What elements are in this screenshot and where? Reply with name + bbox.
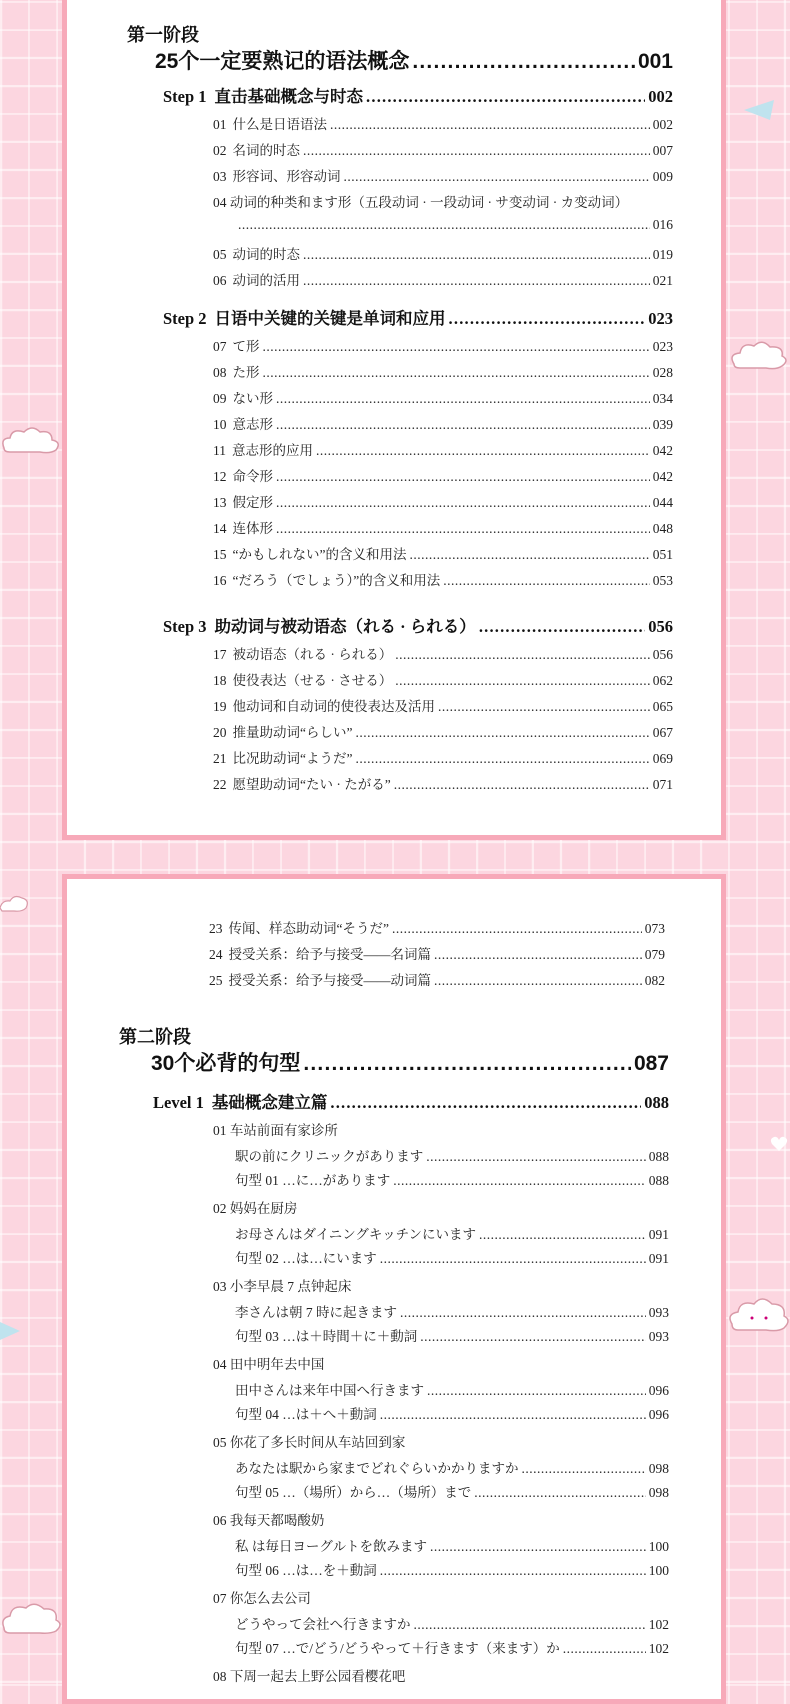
lesson-07-title[interactable] xyxy=(213,1587,311,1607)
item-title: 动词的时态 xyxy=(232,247,300,262)
item-title: 授受关系：给予与接受——动词篇 xyxy=(228,973,431,988)
dot-leader xyxy=(276,417,650,433)
toc-item-23[interactable] xyxy=(209,917,665,937)
lesson-number: 01 xyxy=(213,1123,227,1138)
stage1-title-entry[interactable] xyxy=(155,45,673,75)
step2-number: Step 2 xyxy=(163,309,207,328)
toc-item-13[interactable] xyxy=(213,491,673,511)
item-page: 023 xyxy=(652,339,673,354)
pattern-text: 句型 07 …で/どう/どうやって＋行きます（来ます）か xyxy=(235,1641,560,1656)
pattern-text: 句型 06 …は…を＋動詞 xyxy=(235,1563,377,1578)
lesson-title: 我每天都喝酸奶 xyxy=(229,1513,325,1528)
lesson-title: 你怎么去公司 xyxy=(229,1591,311,1606)
item-title: 授受关系：给予与接受——名词篇 xyxy=(228,947,431,962)
item-number: 01 xyxy=(213,117,227,132)
lesson-05-pattern[interactable] xyxy=(235,1481,669,1501)
dot-leader xyxy=(394,777,650,793)
heart-decoration-right xyxy=(770,1136,788,1152)
dot-leader xyxy=(316,443,650,459)
item-page: 042 xyxy=(652,443,673,458)
lesson-04-sentence[interactable] xyxy=(235,1379,669,1399)
item-title: “かもしれない”的含义和用法 xyxy=(232,547,407,562)
step3-entry[interactable] xyxy=(163,613,673,637)
cloud-decoration-right-1 xyxy=(728,338,788,372)
cloud-decoration-right-2 xyxy=(726,1294,790,1334)
sentence-text: あなたは駅から家までどれぐらいかかりますか xyxy=(235,1461,519,1476)
item-number: 03 xyxy=(213,169,227,184)
level1-number: Level 1 xyxy=(153,1093,204,1112)
dot-leader xyxy=(414,1617,646,1633)
item-title: 动词的种类和ます形（五段动词 · 一段动词 · サ变动词 · カ变动词） xyxy=(229,195,629,210)
stage1-page: 001 xyxy=(637,50,673,73)
lesson-number: 08 xyxy=(213,1669,227,1684)
item-title: 意志形 xyxy=(232,417,273,432)
item-page: 042 xyxy=(652,469,673,484)
item-title: て形 xyxy=(232,339,260,354)
item-page: 009 xyxy=(652,169,673,184)
lesson-02-sentence[interactable] xyxy=(235,1223,669,1243)
stage1-title: 25个一定要熟记的语法概念 xyxy=(155,50,410,73)
item-number: 07 xyxy=(213,339,227,354)
dot-leader xyxy=(303,273,650,289)
lesson-07-sentence[interactable] xyxy=(235,1613,669,1633)
toc-item-24[interactable] xyxy=(209,943,665,963)
dot-leader xyxy=(303,247,650,263)
level1-title: 基础概念建立篇 xyxy=(211,1093,328,1112)
dot-leader xyxy=(395,673,650,689)
lesson-01-pattern[interactable] xyxy=(235,1169,669,1189)
dot-leader xyxy=(479,617,645,637)
toc-item-08[interactable] xyxy=(213,361,673,381)
lesson-title: 田中明年去中国 xyxy=(229,1357,325,1372)
dot-leader xyxy=(426,1149,646,1165)
dot-leader xyxy=(276,495,650,511)
toc-item-09[interactable] xyxy=(213,387,673,407)
dot-leader xyxy=(479,1227,646,1243)
sentence-page: 098 xyxy=(648,1461,669,1476)
toc-item-25[interactable] xyxy=(209,969,665,989)
pattern-page: 088 xyxy=(648,1173,669,1188)
lesson-number: 02 xyxy=(213,1201,227,1216)
item-title: 传闻、样态助动词“そうだ” xyxy=(228,921,389,936)
item-number: 17 xyxy=(213,647,227,662)
sentence-text: 田中さんは来年中国へ行きます xyxy=(235,1383,424,1398)
item-number: 19 xyxy=(213,699,227,714)
stage2-page: 087 xyxy=(633,1052,669,1075)
dot-leader xyxy=(409,547,649,563)
dot-leader xyxy=(355,725,649,741)
lesson-03-pattern[interactable] xyxy=(235,1325,669,1345)
item-page: 028 xyxy=(652,365,673,380)
step1-number: Step 1 xyxy=(163,87,207,106)
dot-leader xyxy=(366,87,645,107)
sentence-page: 091 xyxy=(648,1227,669,1242)
item-title: 比况助动词“ようだ” xyxy=(232,751,353,766)
pattern-page: 098 xyxy=(648,1485,669,1500)
dot-leader xyxy=(522,1461,646,1477)
sentence-page: 093 xyxy=(648,1305,669,1320)
toc-item-11[interactable] xyxy=(213,439,673,459)
lesson-number: 04 xyxy=(213,1357,227,1372)
pattern-page: 091 xyxy=(648,1251,669,1266)
item-page: 079 xyxy=(644,947,665,962)
item-page: 016 xyxy=(652,217,673,232)
item-page: 039 xyxy=(652,417,673,432)
dot-leader xyxy=(303,1052,631,1076)
toc-item-04-page[interactable] xyxy=(235,217,673,233)
dot-leader xyxy=(276,391,650,407)
cloud-decoration-left-1 xyxy=(0,424,60,456)
lesson-06-pattern[interactable] xyxy=(235,1559,669,1579)
dot-leader xyxy=(355,751,649,767)
item-number: 09 xyxy=(213,391,227,406)
toc-page-2 xyxy=(62,874,726,1704)
toc-item-02[interactable] xyxy=(213,139,673,159)
item-page: 082 xyxy=(644,973,665,988)
pattern-page: 093 xyxy=(648,1329,669,1344)
dot-leader xyxy=(395,647,650,663)
lesson-title: 车站前面有家诊所 xyxy=(229,1123,338,1138)
pattern-page: 096 xyxy=(648,1407,669,1422)
stage2-title-entry[interactable] xyxy=(151,1047,669,1077)
item-title: 什么是日语语法 xyxy=(232,117,327,132)
lesson-title: 小李早晨 7 点钟起床 xyxy=(229,1279,352,1294)
lesson-title: 你花了多长时间从车站回到家 xyxy=(229,1435,406,1450)
lesson-number: 06 xyxy=(213,1513,227,1528)
cloud-decoration-left-2 xyxy=(0,892,30,914)
toc-item-01[interactable] xyxy=(213,113,673,133)
stage2-label: 第二阶段 xyxy=(119,1027,191,1047)
toc-item-07[interactable] xyxy=(213,335,673,355)
pattern-text: 句型 03 …は＋時間＋に＋動詞 xyxy=(235,1329,418,1344)
dot-leader xyxy=(263,339,650,355)
step1-title: 直击基础概念与时态 xyxy=(214,87,364,106)
item-number: 16 xyxy=(213,573,227,588)
toc-page-1 xyxy=(62,0,726,840)
level1-page: 088 xyxy=(644,1093,669,1112)
item-number: 13 xyxy=(213,495,227,510)
toc-item-17[interactable] xyxy=(213,643,673,663)
level1-entry[interactable] xyxy=(153,1089,669,1113)
toc-item-05[interactable] xyxy=(213,243,673,263)
dot-leader xyxy=(303,143,650,159)
pattern-text: 句型 01 …に…があります xyxy=(235,1173,391,1188)
item-title: 使役表达（せる · させる） xyxy=(232,673,393,688)
pattern-text: 句型 02 …は…にいます xyxy=(235,1251,377,1266)
dot-leader xyxy=(238,217,650,233)
item-title: 名词的时态 xyxy=(232,143,300,158)
lesson-02-title[interactable] xyxy=(213,1197,297,1217)
item-title: 形容词、形容动词 xyxy=(232,169,341,184)
stage1-label: 第一阶段 xyxy=(127,25,199,45)
sentence-text: 私 は毎日ヨーグルトを飲みます xyxy=(235,1539,427,1554)
toc-item-04-title[interactable] xyxy=(213,191,628,211)
lesson-title: 妈妈在厨房 xyxy=(229,1201,298,1216)
dot-leader xyxy=(380,1563,646,1579)
toc-item-15[interactable] xyxy=(213,543,673,563)
item-title: た形 xyxy=(232,365,260,380)
dot-leader xyxy=(449,309,646,329)
toc-item-19[interactable] xyxy=(213,695,673,715)
dot-leader xyxy=(563,1641,646,1657)
item-title: ない形 xyxy=(232,391,273,406)
item-number: 15 xyxy=(213,547,227,562)
toc-item-22[interactable] xyxy=(213,773,673,793)
stage2-title: 30个必背的句型 xyxy=(151,1052,301,1075)
dot-leader xyxy=(380,1251,646,1267)
pattern-page: 102 xyxy=(648,1641,669,1656)
item-number: 04 xyxy=(213,195,227,210)
dot-leader xyxy=(474,1485,646,1501)
lesson-03-sentence[interactable] xyxy=(235,1301,669,1321)
dot-leader xyxy=(434,973,642,989)
step2-title: 日语中关键的关键是单词和应用 xyxy=(214,309,446,328)
dot-leader xyxy=(438,699,650,715)
lesson-05-title[interactable] xyxy=(213,1431,405,1451)
step3-title: 助动词与被动语态（れる · られる） xyxy=(214,617,476,636)
toc-item-12[interactable] xyxy=(213,465,673,485)
item-number: 02 xyxy=(213,143,227,158)
pattern-text: 句型 05 …（場所）から…（場所）まで xyxy=(235,1485,472,1500)
item-number: 20 xyxy=(213,725,227,740)
item-number: 22 xyxy=(213,777,227,792)
dot-leader xyxy=(276,469,650,485)
dot-leader xyxy=(400,1305,646,1321)
item-page: 007 xyxy=(652,143,673,158)
dot-leader xyxy=(392,921,642,937)
step1-entry[interactable] xyxy=(163,83,673,107)
toc-item-10[interactable] xyxy=(213,413,673,433)
item-page: 056 xyxy=(652,647,673,662)
lesson-07-pattern[interactable] xyxy=(235,1637,669,1657)
toc-item-20[interactable] xyxy=(213,721,673,741)
item-page: 065 xyxy=(652,699,673,714)
sentence-page: 088 xyxy=(648,1149,669,1164)
item-title: 连体形 xyxy=(232,521,273,536)
dot-leader xyxy=(434,947,642,963)
step2-page: 023 xyxy=(648,309,673,328)
dot-leader xyxy=(430,1539,646,1555)
sentence-page: 096 xyxy=(648,1383,669,1398)
item-number: 23 xyxy=(209,921,223,936)
lesson-02-pattern[interactable] xyxy=(235,1247,669,1267)
item-page: 069 xyxy=(652,751,673,766)
toc-item-06[interactable] xyxy=(213,269,673,289)
item-number: 11 xyxy=(213,443,226,458)
item-page: 044 xyxy=(652,495,673,510)
item-title: “だろう（でしょう）”的含义和用法 xyxy=(232,573,441,588)
item-title: 动词的活用 xyxy=(232,273,300,288)
item-number: 12 xyxy=(213,469,227,484)
item-title: 意志形的应用 xyxy=(232,443,313,458)
item-number: 24 xyxy=(209,947,223,962)
dot-leader xyxy=(443,573,650,589)
item-page: 021 xyxy=(652,273,673,288)
lesson-05-sentence[interactable] xyxy=(235,1457,669,1477)
dot-leader xyxy=(420,1329,646,1345)
item-page: 002 xyxy=(652,117,673,132)
lesson-06-title[interactable] xyxy=(213,1509,324,1529)
item-page: 073 xyxy=(644,921,665,936)
item-number: 05 xyxy=(213,247,227,262)
item-number: 10 xyxy=(213,417,227,432)
step1-page: 002 xyxy=(648,87,673,106)
triangle-decoration-left xyxy=(0,1322,20,1340)
pattern-page: 100 xyxy=(648,1563,669,1578)
lesson-title: 下周一起去上野公园看樱花吧 xyxy=(229,1669,406,1684)
toc-item-18[interactable] xyxy=(213,669,673,689)
lesson-03-title[interactable] xyxy=(213,1275,351,1295)
dot-leader xyxy=(427,1383,646,1399)
lesson-04-pattern[interactable] xyxy=(235,1403,669,1423)
sentence-text: 駅の前にクリニックがあります xyxy=(235,1149,424,1164)
item-title: 假定形 xyxy=(232,495,273,510)
sentence-text: お母さんはダイニングキッチンにいます xyxy=(235,1227,476,1242)
sentence-text: どうやって会社へ行きますか xyxy=(235,1617,411,1632)
toc-item-14[interactable] xyxy=(213,517,673,537)
dot-leader xyxy=(276,521,650,537)
item-title: 愿望助动词“たい · たがる” xyxy=(232,777,391,792)
sentence-text: 李さんは朝 7 時に起きます xyxy=(235,1305,397,1320)
item-number: 18 xyxy=(213,673,227,688)
item-page: 034 xyxy=(652,391,673,406)
sentence-page: 100 xyxy=(648,1539,669,1554)
triangle-decoration-right xyxy=(744,100,774,120)
item-number: 21 xyxy=(213,751,227,766)
item-title: 被动语态（れる · られる） xyxy=(232,647,393,662)
cloud-decoration-left-3 xyxy=(0,1600,62,1636)
dot-leader xyxy=(330,1093,641,1113)
item-title: 命令形 xyxy=(232,469,273,484)
toc-item-16[interactable] xyxy=(213,569,673,589)
item-page: 067 xyxy=(652,725,673,740)
item-page: 071 xyxy=(652,777,673,792)
item-title: 推量助动词“らしい” xyxy=(232,725,353,740)
dot-leader xyxy=(380,1407,646,1423)
step2-entry[interactable] xyxy=(163,305,673,329)
lesson-number: 05 xyxy=(213,1435,227,1450)
lesson-01-sentence[interactable] xyxy=(235,1145,669,1165)
pattern-text: 句型 04 …は＋へ＋動詞 xyxy=(235,1407,377,1422)
dot-leader xyxy=(412,50,635,74)
toc-item-21[interactable] xyxy=(213,747,673,767)
dot-leader xyxy=(344,169,650,185)
step3-number: Step 3 xyxy=(163,617,207,636)
lesson-08-title[interactable] xyxy=(213,1665,405,1685)
dot-leader xyxy=(263,365,650,381)
sentence-page: 102 xyxy=(648,1617,669,1632)
toc-item-03[interactable] xyxy=(213,165,673,185)
step3-page: 056 xyxy=(648,617,673,636)
item-page: 053 xyxy=(652,573,673,588)
lesson-number: 03 xyxy=(213,1279,227,1294)
item-title: 他动词和自动词的使役表达及活用 xyxy=(232,699,435,714)
lesson-01-title[interactable] xyxy=(213,1119,338,1139)
item-page: 051 xyxy=(652,547,673,562)
item-number: 08 xyxy=(213,365,227,380)
lesson-06-sentence[interactable] xyxy=(235,1535,669,1555)
dot-leader xyxy=(330,117,650,133)
item-page: 048 xyxy=(652,521,673,536)
item-number: 25 xyxy=(209,973,223,988)
item-number: 06 xyxy=(213,273,227,288)
item-page: 062 xyxy=(652,673,673,688)
lesson-04-title[interactable] xyxy=(213,1353,324,1373)
lesson-number: 07 xyxy=(213,1591,227,1606)
item-number: 14 xyxy=(213,521,227,536)
item-page: 019 xyxy=(652,247,673,262)
dot-leader xyxy=(393,1173,646,1189)
